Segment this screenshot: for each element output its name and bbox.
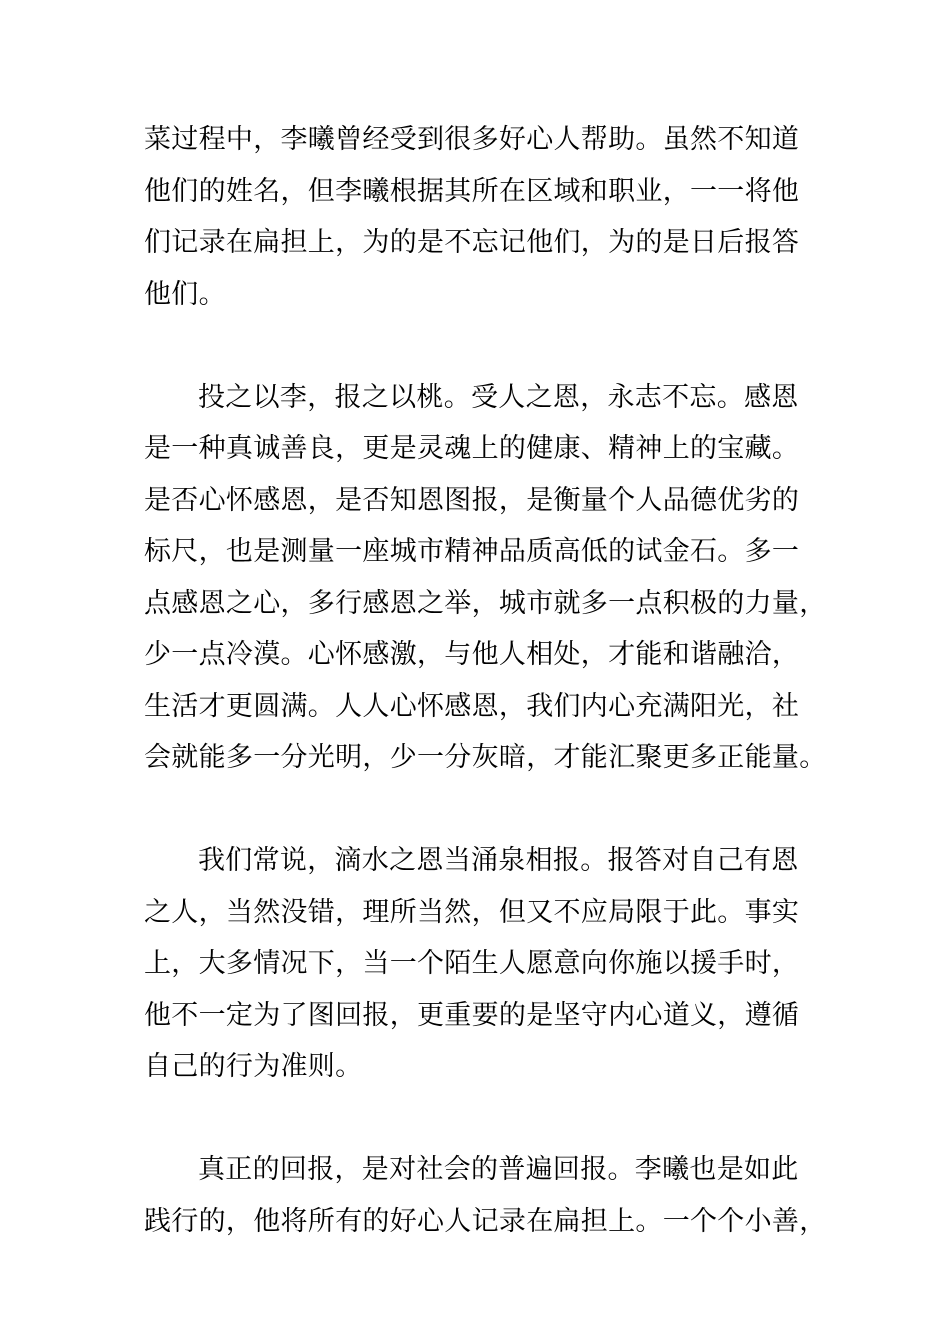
paragraph-line: 标尺，也是测量一座城市精神品质高低的试金石。多一 <box>144 536 800 567</box>
paragraph-first-line <box>144 835 812 887</box>
paragraph-line-text: 真正的回报，是对社会的普遍回报。李曦也是如此 <box>198 1154 799 1185</box>
paragraph-first-line <box>144 1144 812 1196</box>
paragraph-first-line <box>144 372 812 424</box>
paragraph-line: 他们。 <box>144 278 226 310</box>
paragraph-line: 点感恩之心，多行感恩之举，城市就多一点积极的力量， <box>144 587 827 619</box>
paragraph-line: 自己的行为准则。 <box>144 1051 363 1082</box>
paragraph-line: 他不一定为了图回报，更重要的是坚守内心道义，遵循 <box>144 999 800 1031</box>
paragraph-1 <box>144 114 812 320</box>
paragraph-line: 们记录在扁担上，为的是不忘记他们，为的是日后报答 <box>144 227 800 258</box>
paragraph-line-text: 投之以李，报之以桃。受人之恩，永志不忘。感恩 <box>198 381 799 413</box>
paragraph-line: 是否心怀感恩，是否知恩图报，是衡量个人品德优劣的 <box>144 484 800 516</box>
paragraph-line: 生活才更圆满。人人心怀感恩，我们内心充满阳光，社 <box>144 690 800 722</box>
paragraph-line: 是一种真诚善良，更是灵魂上的健康、精神上的宝藏。 <box>144 433 800 464</box>
paragraph-line: 之人，当然没错，理所当然，但又不应局限于此。事实 <box>144 896 800 928</box>
paragraph-line-text: 我们常说，滴水之恩当涌泉相报。报答对自己有恩 <box>198 845 799 876</box>
paragraph-line: 上，大多情况下，当一个陌生人愿意向你施以援手时， <box>144 948 800 979</box>
paragraph-line: 会就能多一分光明，少一分灰暗，才能汇聚更多正能量。 <box>144 742 827 773</box>
paragraph-3 <box>144 835 812 1093</box>
paragraph-line: 践行的，他将所有的好心人记录在扁担上。一个个小善， <box>144 1205 827 1237</box>
paragraph-line: 他们的姓名，但李曦根据其所在区域和职业，一一将他 <box>144 175 800 207</box>
paragraph-2 <box>144 372 827 784</box>
article-body <box>144 114 827 1299</box>
paragraph-line: 少一点冷漠。心怀感激，与他人相处，才能和谐融洽， <box>144 639 800 670</box>
paragraph-4 <box>144 1144 827 1247</box>
paragraph-line: 菜过程中，李曦曾经受到很多好心人帮助。虽然不知道 <box>144 124 800 155</box>
